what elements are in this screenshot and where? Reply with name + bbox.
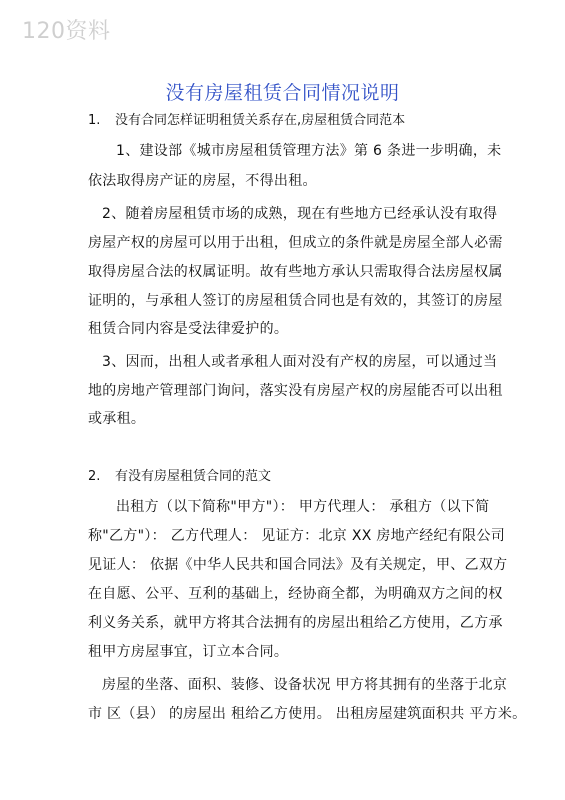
section-2-text: 有没有房屋租赁合同的范文 [115, 469, 272, 484]
section-2-number: 2. [88, 469, 101, 484]
paragraph-2-line-4: 证明的，与承租人签订的房屋租赁合同也是有效的，其签订的房屋 [88, 293, 503, 309]
section-1-text: 没有合同怎样证明租赁关系存在,房屋租赁合同范本 [115, 113, 406, 128]
paragraph-2-line-3: 取得房屋合法的权属证明。故有些地方承认只需取得合法房屋权属 [88, 264, 503, 280]
paragraph-2-line-2: 房屋产权的房屋可以用于出租，但成立的条件就是房屋全部人必需 [88, 235, 503, 251]
paragraph-2-line-5: 租赁合同内容是受法律爱护的。 [88, 321, 289, 337]
paragraph-1-line-2: 依法取得房产证的房屋，不得出租。 [88, 173, 317, 189]
section-2-heading [88, 467, 271, 487]
paragraph-3-line-1: 3、因而，出租人或者承租人面对没有产权的房屋，可以通过当 [102, 354, 498, 370]
paragraph-3-line-3: 或承租。 [88, 411, 146, 427]
paragraph-4-line-3: 见证人： 依据《中华人民共和国合同法》及有关规定，甲、乙双方 [88, 557, 508, 573]
paragraph-4-line-6: 租甲方房屋事宜，订立本合同。 [88, 644, 289, 660]
paragraph-2-line-1: 2、随着房屋租赁市场的成熟，现在有些地方已经承认没有取得 [102, 206, 498, 222]
page-title: 没有房屋租赁合同情况说明 [165, 82, 400, 104]
paragraph-4-line-5: 利义务关系，就甲方将其合法拥有的房屋出租给乙方使用，乙方承 [88, 615, 503, 631]
paragraph-5-line-1: 房屋的坐落、面积、装修、设备状况 甲方将其拥有的坐落于北京 [102, 677, 508, 693]
paragraph-4-line-1: 出租方（以下简称"甲方"）： 甲方代理人： 承租方（以下简 [116, 499, 490, 515]
paragraph-4-line-2: 称"乙方"）： 乙方代理人： 见证方：北京 XX 房地产经纪有限公司 [88, 528, 506, 544]
paragraph-5-line-2: 市 区（县） 的房屋出 租给乙方使用。 出租房屋建筑面积共 平方米。 [88, 706, 527, 722]
paragraph-3-line-2: 地的房地产管理部门询问，落实没有房屋产权的房屋能否可以出租 [88, 383, 503, 399]
section-1-number: 1. [88, 113, 101, 128]
paragraph-1-line-1: 1、建设部《城市房屋租赁管理方法》第 6 条进一步明确，未 [116, 143, 502, 159]
watermark: 120资料 [22, 19, 111, 44]
section-1-heading [88, 111, 405, 131]
paragraph-4-line-4: 在自愿、公平、互利的基础上，经协商全都，为明确双方之间的权 [88, 586, 503, 602]
